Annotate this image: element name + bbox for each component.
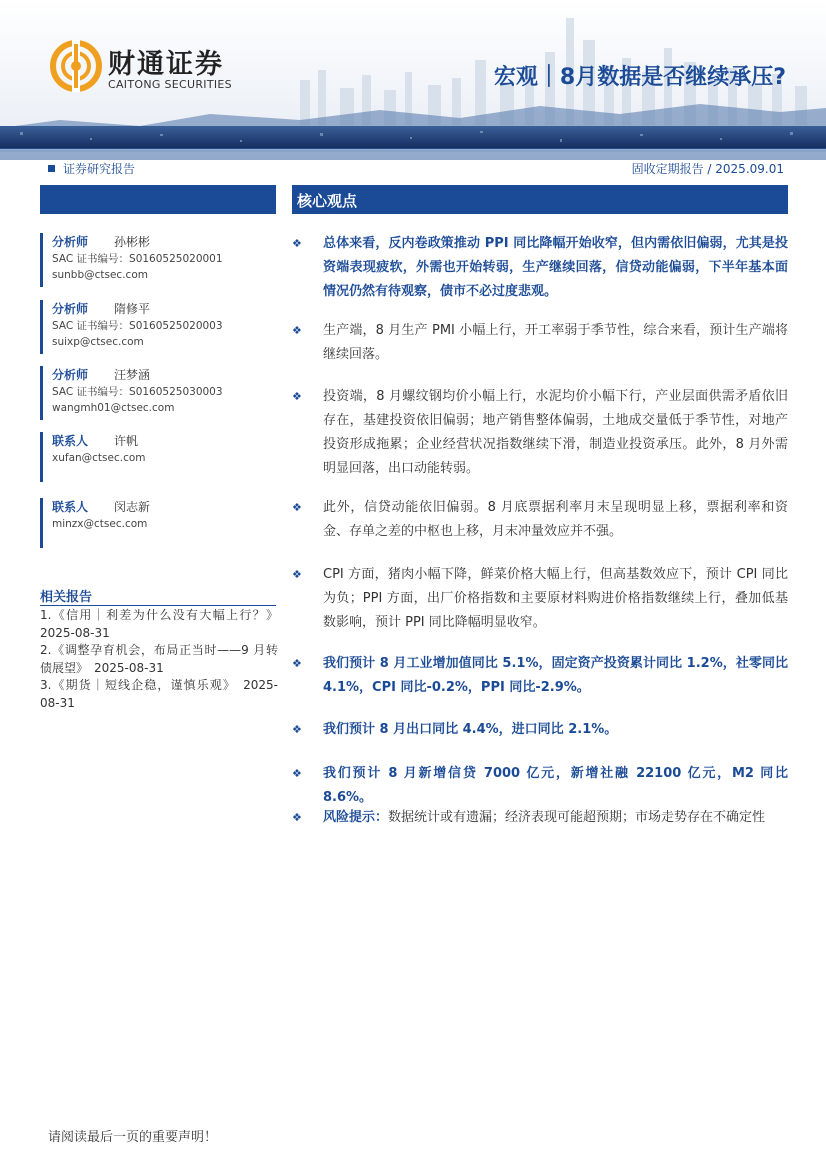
contact-email[interactable]: xufan@ctsec.com bbox=[52, 452, 146, 464]
core-point-text: 我们预计 8 月工业增加值同比 5.1%，固定资产投资累计同比 1.2%，社零同比 4.1%，CPI 同比-0.2%，PPI 同比-2.9%。 bbox=[323, 656, 788, 695]
core-view-title: 核心观点 bbox=[297, 192, 358, 210]
contact-role: 联系人 bbox=[52, 500, 89, 514]
logo-english-text: CAITONG SECURITIES bbox=[108, 78, 232, 91]
contact-email[interactable]: minzx@ctsec.com bbox=[52, 518, 148, 530]
core-point bbox=[292, 762, 788, 810]
contact-role: 联系人 bbox=[52, 434, 89, 448]
caitong-logo bbox=[50, 38, 250, 98]
diamond-cluster-icon: ❖ bbox=[292, 501, 302, 514]
related-report-link[interactable]: 1.《信用｜利差为什么没有大幅上行？》 2025-08-31 bbox=[40, 608, 278, 640]
diamond-cluster-icon: ❖ bbox=[292, 657, 302, 670]
analyst-name: 隋修平 bbox=[114, 302, 151, 316]
diamond-cluster-icon: ❖ bbox=[292, 767, 302, 780]
page-title: 宏观｜8月数据是否继续承压? bbox=[493, 65, 786, 90]
diamond-cluster-icon: ❖ bbox=[292, 237, 302, 250]
analyst-role: 分析师 bbox=[52, 368, 89, 382]
core-point bbox=[292, 385, 788, 481]
diamond-cluster-icon: ❖ bbox=[292, 723, 302, 736]
core-point bbox=[292, 232, 788, 304]
core-point-text: 我们预计 8 月新增信贷 7000 亿元，新增社融 22100 亿元，M2 同比 8.6%。 bbox=[323, 766, 788, 805]
analyst-name: 汪梦涵 bbox=[114, 368, 151, 382]
core-point bbox=[292, 718, 788, 742]
related-report-link[interactable]: 2.《调整孕育机会，布局正当时——9 月转债展望》 2025-08-31 bbox=[40, 643, 278, 675]
core-point-text: 投资端，8 月螺纹钢均价小幅上行，水泥均价小幅下行，产业层面供需矛盾依旧存在，基建投资依旧偏弱；地产销售整体偏弱，土地成交量低于季节性，对地产投资形成拖累；企业经营状况指数继续下滑，制造业投资承压。此外，8 月外需明显回落，出口动能转弱。 bbox=[323, 389, 788, 476]
analyst-name: 孙彬彬 bbox=[114, 235, 151, 249]
analyst-sac: SAC 证书编号：S0160525030003 bbox=[52, 386, 223, 398]
diamond-cluster-icon: ❖ bbox=[292, 324, 302, 337]
contact-card bbox=[40, 432, 276, 482]
diamond-cluster-icon: ❖ bbox=[292, 390, 302, 403]
disclaimer-footer: 请阅读最后一页的重要声明！ bbox=[48, 1130, 218, 1145]
related-reports-list bbox=[40, 607, 278, 712]
caitong-logo-mark bbox=[50, 40, 102, 92]
contact-name: 许帆 bbox=[114, 434, 139, 448]
core-point-text bbox=[323, 806, 788, 830]
sidebar-header-bar bbox=[40, 185, 276, 214]
risk-label: 风险提示： bbox=[323, 810, 389, 825]
diamond-cluster-icon: ❖ bbox=[292, 568, 302, 581]
core-point-text: 此外，信贷动能依旧偏弱。8 月底票据利率月末呈现明显上移，票据利率和资金、存单之差的中枢也上移，月末冲量效应并不强。 bbox=[323, 500, 788, 539]
contact-name: 闵志新 bbox=[114, 500, 151, 514]
analyst-role: 分析师 bbox=[52, 235, 89, 249]
doc-date: 固收定期报告 / 2025.09.01 bbox=[631, 162, 784, 176]
logo-chinese-text: 财通证券 bbox=[108, 49, 224, 80]
core-point-text: 我们预计 8 月出口同比 4.4%，进口同比 2.1%。 bbox=[323, 722, 618, 737]
analyst-email[interactable]: sunbb@ctsec.com bbox=[52, 269, 148, 281]
doc-type-label: 证券研究报告 bbox=[63, 162, 136, 176]
analyst-role: 分析师 bbox=[52, 302, 89, 316]
analyst-email[interactable]: wangmh01@ctsec.com bbox=[52, 402, 175, 414]
core-point bbox=[292, 806, 788, 830]
analyst-card bbox=[40, 233, 276, 287]
square-bullet-icon bbox=[48, 165, 55, 172]
report-header bbox=[0, 0, 826, 160]
core-point-text: 生产端，8 月生产 PMI 小幅上行，开工率弱于季节性，综合来看，预计生产端将继续回落。 bbox=[323, 323, 788, 362]
core-point-text: 总体来看，反内卷政策推动 PPI 同比降幅开始收窄，但内需依旧偏弱，尤其是投资端表现疲软，外需也开始转弱，生产继续回落，信贷动能偏弱，下半年基本面情况仍然有待观察，债市不必过度悲观。 bbox=[323, 236, 788, 299]
core-point bbox=[292, 319, 788, 367]
risk-text: 数据统计或有遗漏；经济表现可能超预期；市场走势存在不确定性 bbox=[388, 810, 766, 825]
analyst-sac: SAC 证书编号：S0160525020003 bbox=[52, 320, 223, 332]
analyst-card bbox=[40, 366, 276, 420]
related-divider bbox=[40, 605, 276, 606]
analyst-card bbox=[40, 300, 276, 354]
related-report-link[interactable]: 3.《期货｜短线企稳，谨慎乐观》 2025-08-31 bbox=[40, 678, 278, 710]
analyst-email[interactable]: suixp@ctsec.com bbox=[52, 336, 144, 348]
diamond-cluster-icon: ❖ bbox=[292, 811, 302, 824]
related-reports-title: 相关报告 bbox=[40, 590, 93, 605]
analyst-sac: SAC 证书编号：S0160525020001 bbox=[52, 253, 223, 265]
core-view-header bbox=[292, 185, 788, 214]
core-point bbox=[292, 652, 788, 700]
contact-card bbox=[40, 498, 276, 548]
core-point bbox=[292, 496, 788, 544]
core-point bbox=[292, 563, 788, 635]
core-point-text: CPI 方面，猪肉小幅下降，鲜菜价格大幅上行，但高基数效应下，预计 CPI 同比为负；PPI 方面，出厂价格指数和主要原材料购进价格指数继续上行，叠加低基数影响，预计 PPI 同比降幅明显收窄。 bbox=[323, 567, 788, 630]
doc-type bbox=[48, 160, 135, 177]
